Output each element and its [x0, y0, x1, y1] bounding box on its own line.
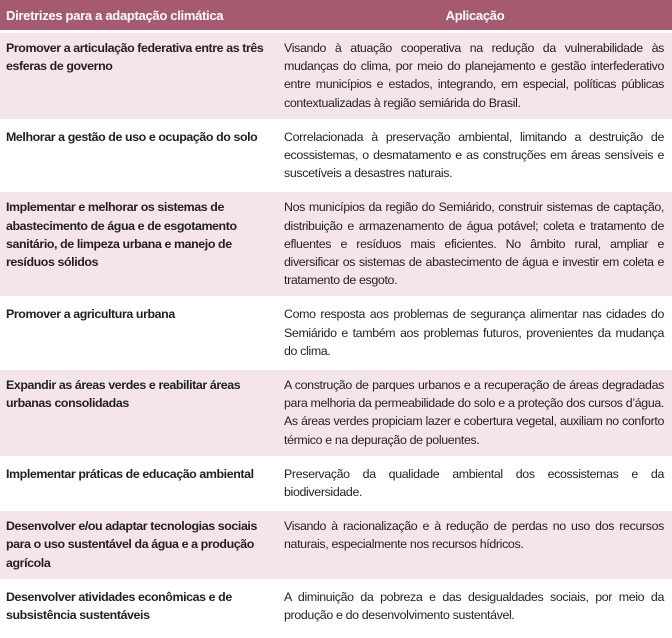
table-row: [0, 510, 672, 581]
table-row: [0, 32, 672, 121]
aplicacao-cell: Correlacionada à preservação ambiental, limitando a destruição de ecossistemas, o desmatamento e as construções em áreas sensíveis e suscetíveis a desastres naturais.: [278, 120, 672, 191]
table-row: [0, 457, 672, 509]
aplicacao-cell: Preservação da qualidade ambiental dos ecossistemas e da biodiversidade.: [278, 457, 672, 509]
aplicacao-cell: A diminuição da pobreza e das desigualdades sociais, por meio da produção e do desenvolvimento sustentável.: [278, 580, 672, 632]
diretriz-cell: Implementar e melhorar os sistemas de abastecimento de água e de esgotamento sanitário, de limpeza urbana e manejo de resíduos sólidos: [0, 191, 278, 298]
header-aplicacao: Aplicação: [278, 0, 672, 32]
aplicacao-cell: Visando à racionalização e à redução de perdas no uso dos recursos naturais, especialmente nos recursos hídricos.: [278, 510, 672, 581]
diretriz-cell: Expandir as áreas verdes e reabilitar áreas urbanas consolidadas: [0, 369, 278, 458]
diretriz-cell: Promover a articulação federativa entre as três esferas de governo: [0, 32, 278, 121]
diretriz-cell: Implementar práticas de educação ambiental: [0, 457, 278, 509]
table-row: [0, 580, 672, 632]
table-row: [0, 369, 672, 458]
aplicacao-cell: A construção de parques urbanos e a recuperação de áreas degradadas para melhoria da permeabilidade do solo e a proteção dos cursos d’água. As áreas verdes propiciam lazer e cobertura vegetal, auxiliam no conforto térmico e na depuração de poluentes.: [278, 369, 672, 458]
diretriz-cell: Desenvolver e/ou adaptar tecnologias sociais para o uso sustentável da água e a produção agrícola: [0, 510, 278, 581]
aplicacao-cell: Visando à atuação cooperativa na redução da vulnerabilidade às mudanças do clima, por meio do planejamento e gestão interfederativo entre municípios e estados, integrando, em especial, políticas públicas contextualizadas à região semiárida do Brasil.: [278, 32, 672, 121]
diretriz-cell: Desenvolver atividades econômicas e de subsistência sustentáveis: [0, 580, 278, 632]
header-diretrizes: Diretrizes para a adaptação climática: [0, 0, 278, 32]
table-row: [0, 191, 672, 298]
table-row: [0, 298, 672, 369]
aplicacao-cell: Como resposta aos problemas de segurança alimentar nas cidades do Semiárido e também aos problemas futuros, provenientes da mudança do clima.: [278, 298, 672, 369]
diretriz-cell: Promover a agricultura urbana: [0, 298, 278, 369]
aplicacao-cell: Nos municípios da região do Semiárido, construir sistemas de captação, distribuição e armazenamento de água potável; coleta e tratamento de efluentes e resíduos mais eficientes. No âmbito rural, ampliar e diversificar os sistemas de abastecimento de água e investir em coleta e tratamento de esgoto.: [278, 191, 672, 298]
diretriz-cell: Melhorar a gestão de uso e ocupação do solo: [0, 120, 278, 191]
table-row: [0, 120, 672, 191]
table-header-row: [0, 0, 672, 32]
